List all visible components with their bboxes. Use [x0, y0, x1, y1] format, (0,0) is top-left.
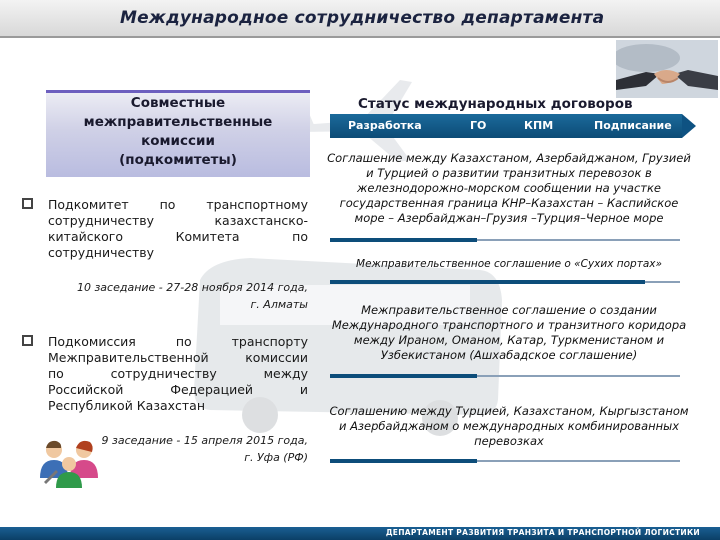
agreement-line: государственная граница КНР–Казахстан – Каспийское — [339, 196, 679, 210]
stage-label: ГО — [470, 119, 487, 132]
agreement-line: железнодорожно-морском сообщении на участке — [357, 181, 661, 195]
handshake-icon — [616, 40, 718, 98]
people-icon — [34, 438, 104, 490]
agreement-progress — [330, 455, 680, 467]
agreement-item — [318, 404, 700, 449]
agreement-progress — [330, 370, 680, 382]
commissions-header-line: межправительственные — [83, 114, 273, 130]
agreement-line: между Ираном, Оманом, Катар, Туркменистаном и — [353, 333, 665, 347]
status-stages-bar — [330, 114, 682, 138]
meeting-note — [77, 279, 308, 313]
meeting-note-line: 10 заседание - 27-28 ноября 2014 года, — [76, 281, 308, 294]
commissions-header-line: (подкомитеты) — [119, 152, 237, 168]
subcommittee-text: Подкомитет по транспортному — [48, 197, 308, 212]
agreement-progress — [330, 234, 680, 246]
agreement-line: Межправительственное соглашение о создании — [361, 303, 657, 317]
subcommittee-text: сотрудничеству — [48, 245, 155, 260]
progress-fill — [330, 374, 477, 378]
footer-text: ДЕПАРТАМЕНТ РАЗВИТИЯ ТРАНЗИТА И ТРАНСПОРТНОЙ ЛОГИСТИКИ — [385, 528, 700, 537]
stage-label: Разработка — [348, 119, 422, 132]
meeting-note — [102, 432, 308, 466]
meeting-note-line: г. Алматы — [250, 298, 308, 311]
stage-label: Подписание — [594, 119, 672, 132]
stage-label: КПМ — [524, 119, 554, 132]
agreement-line: и Азербайджаном о международных комбинированных — [338, 419, 680, 433]
checkbox-bullet-icon — [22, 335, 33, 346]
meeting-note-line: 9 заседание - 15 апреля 2015 года, — [101, 434, 308, 447]
meeting-note-line: г. Уфа (РФ) — [244, 451, 308, 464]
commissions-header-line: Совместные — [130, 95, 226, 111]
agreement-line: Соглашению между Турцией, Казахстаном, Кыргызстаном — [329, 404, 689, 418]
subcommission-text: Подкомиссия по транспорту — [48, 334, 308, 349]
subcommission-text: Российской Федерацией и — [48, 382, 308, 397]
progress-fill — [330, 459, 477, 463]
subcommittee-text: китайского Комитета по — [48, 229, 308, 244]
agreement-line: перевозках — [474, 434, 544, 448]
agreement-line: Международного транспортного и транзитного коридора — [331, 318, 687, 332]
agreement-progress — [330, 276, 680, 288]
arrow-right-icon — [682, 114, 696, 138]
progress-fill — [330, 280, 645, 284]
progress-fill — [330, 238, 477, 242]
subcommission-text: Межправительственной комиссии — [48, 350, 308, 365]
commissions-header — [46, 90, 310, 177]
title-bar — [0, 0, 720, 38]
subcommittee-text: сотрудничеству казахстанско- — [48, 213, 308, 228]
agreement-line: и Турцией о развитии транзитных перевозок в — [366, 166, 652, 180]
subcommission-text: по сотрудничеству между — [48, 366, 308, 381]
agreement-line: Узбекистаном (Ашхабадское соглашение) — [380, 348, 638, 362]
agreement-item — [318, 257, 700, 272]
agreement-line: Межправительственное соглашение о «Сухих портах» — [356, 258, 662, 270]
agreement-item — [318, 303, 700, 363]
footer-bar — [0, 527, 720, 540]
treaty-status-title: Статус международных договоров — [358, 96, 633, 112]
commissions-header-line: комиссии — [141, 133, 215, 149]
agreement-line: Соглашение между Казахстаном, Азербайджаном, Грузией — [327, 151, 691, 165]
agreement-line: море – Азербайджан–Грузия –Турция–Черное море — [354, 211, 664, 225]
agreement-item — [318, 151, 700, 226]
checkbox-bullet-icon — [22, 198, 33, 209]
subcommission-text: Республикой Казахстан — [48, 398, 206, 413]
page-title: Международное сотрудничество департамента — [120, 8, 605, 28]
